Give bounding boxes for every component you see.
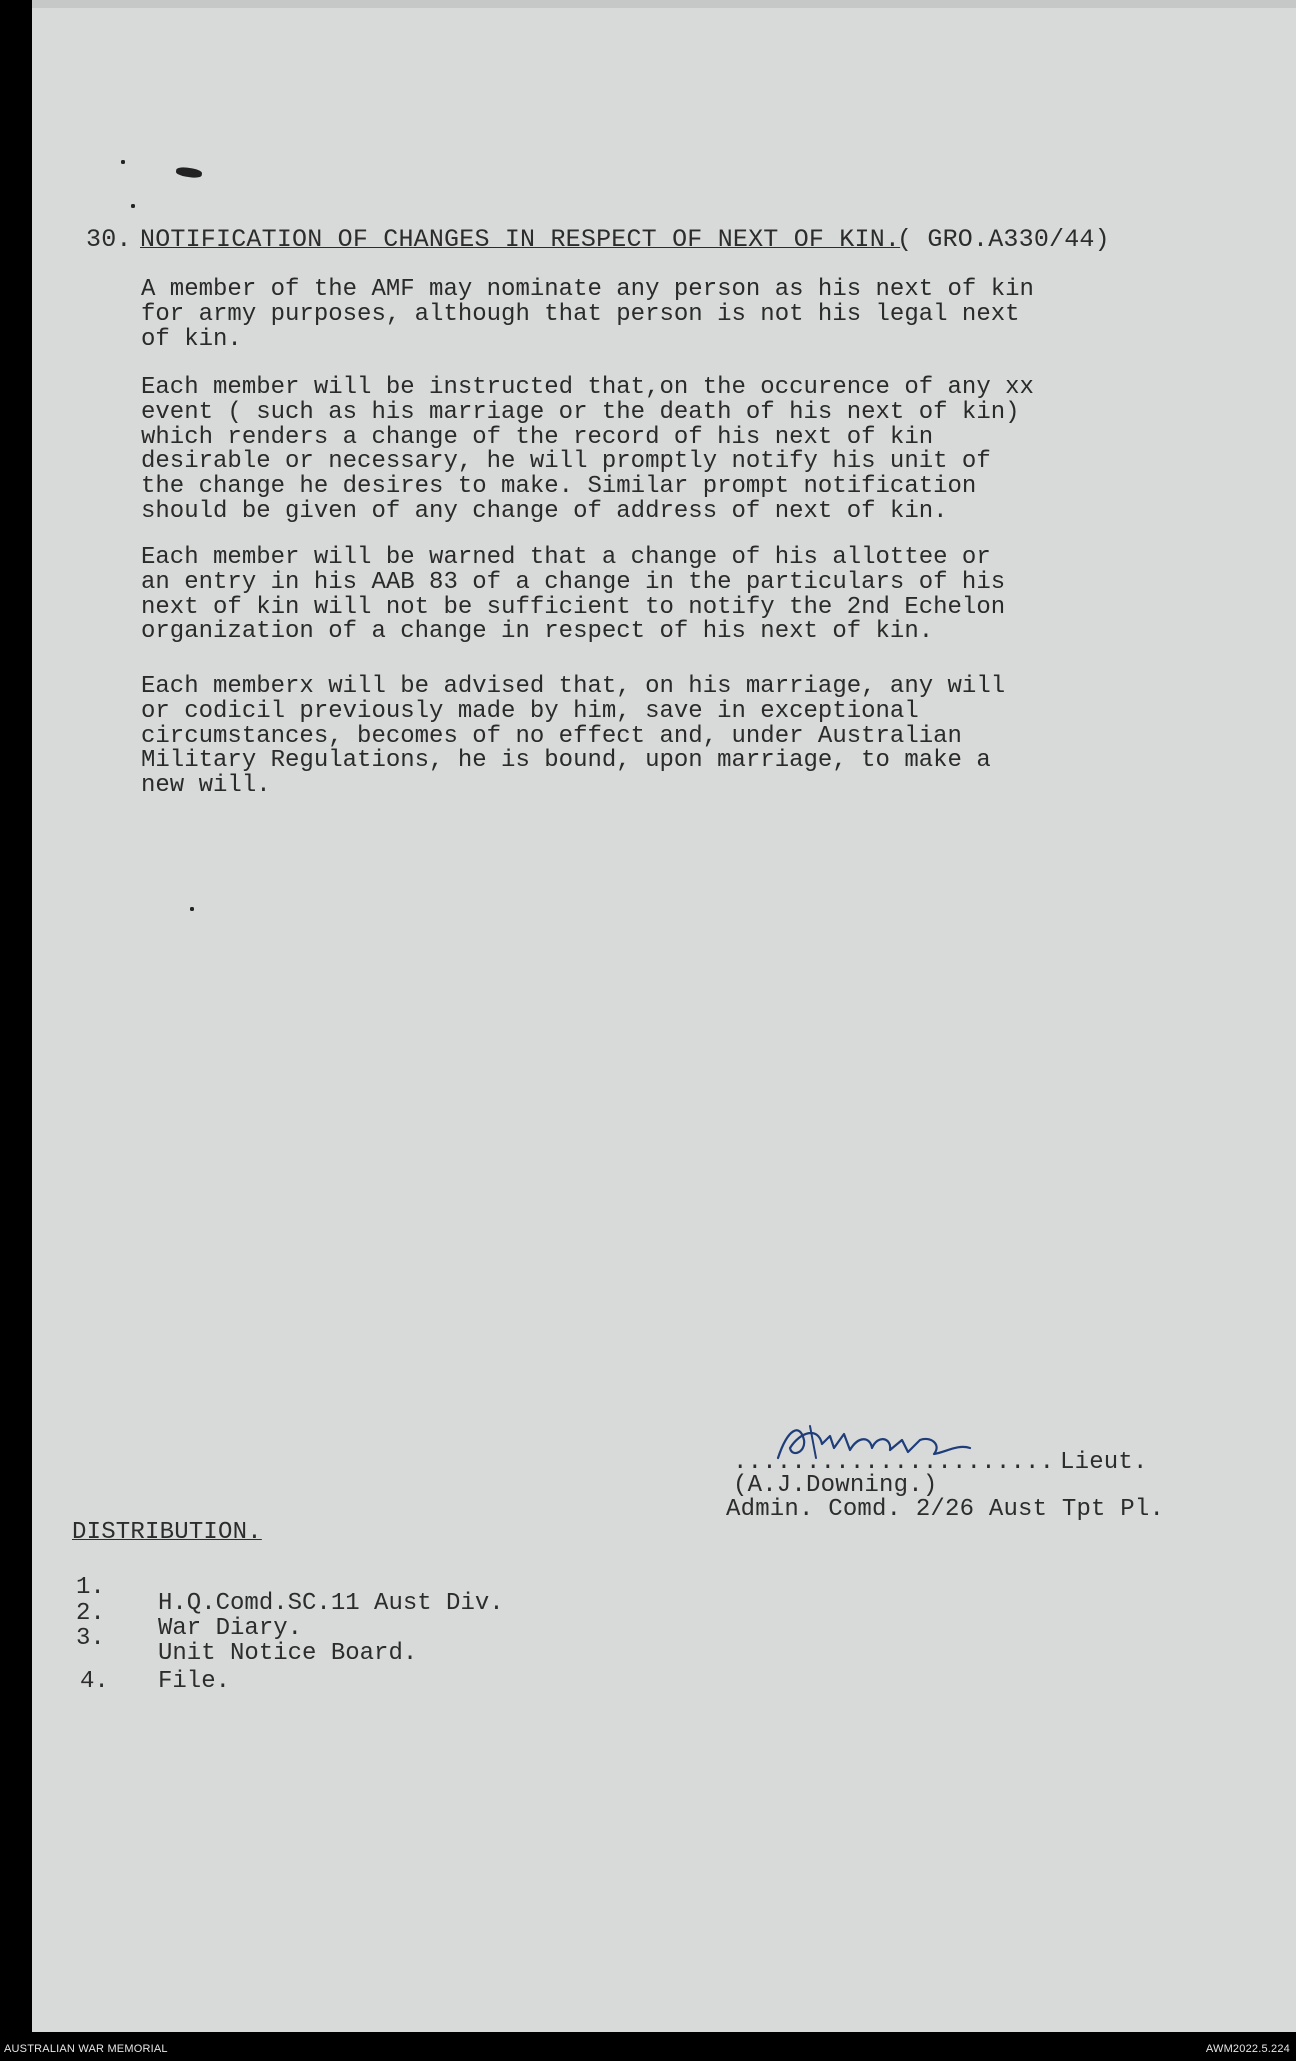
- text-line: organization of a change in respect of his next of kin.: [141, 618, 934, 646]
- paragraph-marriage-will: [141, 675, 1101, 799]
- signatory-name: (A.J.Downing.): [733, 1472, 938, 1499]
- text-line: desirable or necessary, he will promptly notify his unit of: [141, 448, 991, 476]
- text-line: Each member will be warned that a change of his allottee or: [141, 544, 991, 571]
- text-line: an entry in his AAB 83 of a change in the particulars of his: [141, 568, 1006, 596]
- page-edge: [32, 0, 1296, 8]
- ink-mark: [190, 907, 194, 911]
- paragraph-allottee-warning: [141, 546, 1101, 645]
- ink-mark: [131, 204, 135, 208]
- distribution-item-text: Unit Notice Board.: [158, 1640, 418, 1667]
- section-title: NOTIFICATION OF CHANGES IN RESPECT OF NEXT OF KIN.: [140, 225, 901, 254]
- signatory-rank: Lieut.: [1060, 1449, 1148, 1476]
- distribution-item-text: War Diary.: [158, 1615, 303, 1642]
- ink-mark: [121, 160, 125, 164]
- text-line: the change he desires to make. Similar prompt notification: [141, 473, 977, 501]
- distribution-item-text: File.: [158, 1668, 231, 1695]
- section-reference: ( GRO.A330/44): [897, 225, 1110, 254]
- text-line: A member of the AMF may nominate any person as his next of kin: [141, 276, 1034, 303]
- distribution-item-text: H.Q.Comd.SC.11 Aust Div.: [158, 1590, 504, 1617]
- section-number: 30.: [86, 225, 132, 254]
- text-line: next of kin will not be sufficient to notify the 2nd Echelon: [141, 593, 1006, 621]
- paragraph-nominate-next-of-kin: [141, 278, 1101, 352]
- text-line: which renders a change of the record of his next of kin: [141, 423, 934, 451]
- text-line: circumstances, becomes of no effect and, under Australian: [141, 722, 962, 750]
- text-line: or codicil previously made by him, save in exceptional: [141, 697, 919, 725]
- text-line: event ( such as his marriage or the death of his next of kin): [141, 398, 1020, 426]
- signature-dotted-line: ......................: [733, 1449, 1055, 1476]
- distribution-title: DISTRIBUTION.: [72, 1519, 262, 1546]
- distribution-item-number: 3.: [76, 1625, 105, 1652]
- distribution-item-number: 1.: [76, 1574, 105, 1601]
- text-line: of kin.: [141, 325, 242, 353]
- footer-catalogue-id: AWM2022.5.224: [1205, 2043, 1290, 2055]
- text-line: new will.: [141, 772, 271, 800]
- text-line: for army purposes, although that person is not his legal next: [141, 300, 1020, 328]
- distribution-item-number: 4.: [80, 1668, 109, 1695]
- text-line: Military Regulations, he is bound, upon marriage, to make a: [141, 747, 991, 775]
- text-line: Each member will be instructed that,on the occurence of any xx: [141, 374, 1034, 401]
- text-line: should be given of any change of address of next of kin.: [141, 497, 948, 525]
- distribution-item-number: 2.: [76, 1600, 105, 1627]
- paragraph-notify-changes: [141, 376, 1101, 525]
- footer-institution: AUSTRALIAN WAR MEMORIAL: [4, 2043, 168, 2055]
- text-line: Each memberx will be advised that, on his marriage, any will: [141, 673, 1006, 700]
- signatory-unit: Admin. Comd. 2/26 Aust Tpt Pl.: [726, 1496, 1165, 1523]
